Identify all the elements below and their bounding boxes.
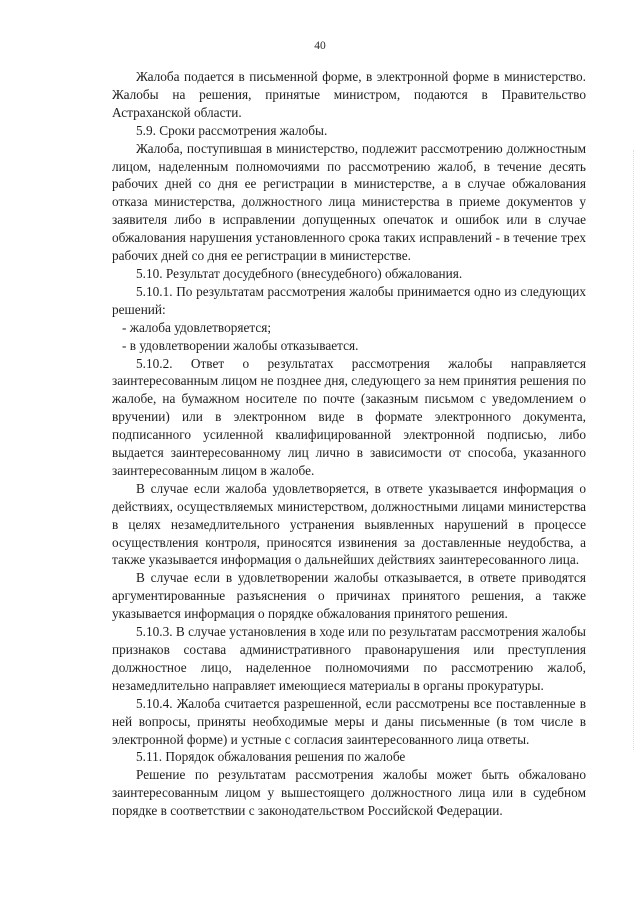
paragraph-if-satisfied: В случае если жалоба удовлетворяется, в ответе указывается информация о действиях, осуществляемых министерством, должностными лицами министерства в целях незамедлительного устранения выявленных нарушений в процессе осуществления контроля, приносятся извинения за доставленные неудобства, а также указывается информация о дальнейших действиях заинтересованного лица. — [112, 480, 586, 568]
paragraph-complaint-form: Жалоба подается в письменной форме, в электронной форме в министерство. Жалобы на решения, принятые министром, подаются в Правительство Астраханской области. — [112, 69, 586, 120]
section-heading-5-9: 5.9. Сроки рассмотрения жалобы. — [136, 122, 328, 138]
document-body — [112, 68, 586, 820]
list-item-refused: - в удовлетворении жалобы отказывается. — [122, 337, 359, 353]
section-heading-5-11: 5.11. Порядок обжалования решения по жалобе — [136, 749, 406, 765]
paragraph-if-refused: В случае если в удовлетворении жалобы отказывается, в ответе приводятся аргументированные разъяснения о причинах принятого решения, а также указывается информация о порядке обжалования принятого решения. — [112, 570, 586, 622]
paragraph-5-10-4: 5.10.4. Жалоба считается разрешенной, если рассмотрены все поставленные в ней вопросы, приняты необходимые меры и даны письменные (в том числе в электронной форме) и устные с согласия заинтересованного лица ответы. — [112, 695, 586, 747]
paragraph-5-10-1: 5.10.1. По результатам рассмотрения жалобы принимается одно из следующих решений: — [112, 283, 586, 317]
paragraph-appeal-procedure: Решение по результатам рассмотрения жалобы может быть обжаловано заинтересованным лицом у вышестоящего должностного лица или в судебном порядке в соответствии с законодательством Российской Федерации. — [112, 767, 586, 819]
paragraph-review-terms: Жалоба, поступившая в министерство, подлежит рассмотрению должностным лицом, наделенным полномочиями по рассмотрению жалоб, в течение десять рабочих дней со дня ее регистрации в министерстве, а в случае обжалования отказа министерства, должностного лица министерства в приеме документов у заявителя либо в исправлении допущенных опечаток и ошибок или в случае обжалования нарушения установленного срока таких исправлений - в течение трех рабочих дней со дня ее регистрации в министерстве. — [112, 140, 586, 264]
paragraph-5-10-3: 5.10.3. В случае установления в ходе или по результатам рассмотрения жалобы признаков состава административного правонарушения или преступления должностное лицо, наделенное полномочиями по рассмотрению жалоб, незамедлительно направляет имеющиеся материалы в органы прокуратуры. — [112, 624, 586, 693]
page-number: 40 — [314, 40, 326, 52]
list-item-satisfied: - жалоба удовлетворяется; — [122, 319, 272, 335]
section-heading-5-10: 5.10. Результат досудебного (внесудебного) обжалования. — [136, 265, 463, 281]
paragraph-5-10-2: 5.10.2. Ответ о результатах рассмотрения жалобы направляется заинтересованным лицом не позднее дня, следующего за нем принятия решения по жалобе, на бумажном носителе по почте (заказным письмом с уведомлением о вручении) или в электронном виде в формате электронного документа, подписанного усиленной квалифицированной электронной подписью, либо выдается заинтересованному лиц лично в зависимости от способа, указанного заинтересованным лицом в жалобе. — [112, 355, 586, 478]
scan-edge-mark — [632, 150, 634, 750]
